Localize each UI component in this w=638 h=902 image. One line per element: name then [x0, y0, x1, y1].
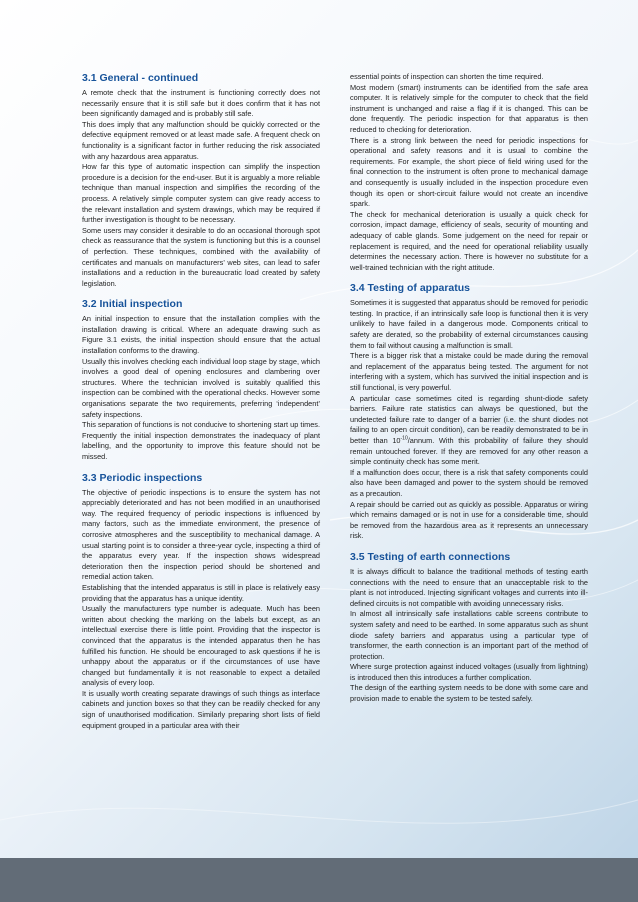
paragraph: In almost all intrinsically safe installations cable screens contribute to system safety and need to be earthed. In some apparatus such as shunt diode safety barriers and apparatus using a particular type of transformer, the earth connection is an important part of the method of protection. — [350, 609, 588, 661]
paragraph: Where surge protection against induced voltages (usually from lightning) is introduced then this introduces a further complication. — [350, 662, 588, 682]
heading-3-1: 3.1 General - continued — [82, 72, 199, 84]
paragraph: This separation of functions is not conducive to shortening start up times. Frequently the initial inspection demonstrates the inadequacy of plant labelling, and the opportunity to improve this feature should not be missed. — [82, 420, 320, 461]
paragraph: It is usually worth creating separate drawings of such things as interface cabinets and junction boxes so that they can be readily checked for any sign of unauthorised modification. Similarly preparing short lists of field equipment grouped in a particular area with their — [82, 688, 320, 730]
paragraph: essential points of inspection can shorten the time required. — [350, 72, 544, 81]
paragraph: A repair should be carried out as quickly as possible. Apparatus or wiring which remains damaged or is not in use for a considerable time, should be removed from the hazardous area as it represents an unnecessary risk. — [350, 499, 588, 541]
paragraph: The design of the earthing system needs to be done with some care and provision made to enable the system to be tested safely. — [350, 683, 588, 704]
paragraph: There is a strong link between the need for periodic inspections for operational and safety reasons and it is usual to combine the requirements. For example, the short piece of field wiring used for the final connection to the instrument is often prone to mechanical damage and consequently is usually included in the inspection procedure even though its open or short-circuit failure would not create an incendive spark. — [350, 135, 588, 209]
paragraph: Usually this involves checking each individual loop stage by stage, which involves a good deal of opening enclosures and clambering over structures. Where the technician involved is suitably qualified this inspection can be combined with the operational checks. However some organisations separate the two requirements, preferring ‘independent’ safety inspections. — [82, 356, 320, 419]
text-run: A particular case sometimes cited is regarding shunt-diode safety barriers. Failure rate statistics can always be questioned, but the undetected failure rate to danger of a barrier (i.e. the shunt diodes not failing to an open circuit condition), can be readily demonstrated to be in better than 10 — [350, 393, 588, 445]
paragraph: Sometimes it is suggested that apparatus should be removed for periodic testing. In practice, if an intrinsically safe loop is functional then it is very unlikely to have failed in a dangerous mode. Components critical to safety are derated, so the probability of external circumstances causing them to fail without causing a malfunction is small. — [350, 298, 588, 350]
heading-3-3: 3.3 Periodic inspections — [82, 471, 203, 484]
paragraph: The objective of periodic inspections is to ensure the system has not appreciably deteriorated and has not been modified in an unauthorised way. The required frequency of periodic inspections is influenced by many factors, such as the immediate environment, the presence of corrosive atmospheres and the susceptibility to mechanical damage. A usual starting point is to consider a three-year cycle, inspecting a third of the apparatus every year. If the inspection shows widespread deterioration then the inspection period should be shortened and remedial action taken. — [82, 487, 320, 582]
text-run: /annum. With this probability of failure they should remain untouched forever. If they are removed for any other reason a simple continuity check has some merit. — [350, 436, 588, 467]
paragraph: Establishing that the intended apparatus is still in place is relatively easy providing that the apparatus has a unique identity. — [82, 582, 320, 603]
heading-3-2: 3.2 Initial inspection — [82, 298, 183, 311]
paragraph: The check for mechanical deterioration is usually a quick check for corrosion, impact damage, efficiency of seals, security of mounting and adequacy of cable glands. Some judgement on the need for repair or replacement is required, and the need for operational reliability usually determines the necessary action. There is however no substitute for a well-trained technician with the right attitude. — [350, 209, 588, 272]
paragraph: If a malfunction does occur, there is a risk that safety components could also have been damaged and power to the system should be removed as a precaution. — [350, 467, 588, 498]
paragraph: Some users may consider it desirable to do an occasional thorough spot check as reassurance that the system is functioning but this is a counsel of perfection. These techniques, combined with the availability of certificates and manuals on manufacturers’ web sites, can lead to safer installations and a reduction in the bureaucratic load created by safety legislation. — [82, 225, 320, 288]
paragraph: There is a bigger risk that a mistake could be made during the removal and replacement of the apparatus being tested. The argument for not interfering with a system, which has survived the initial inspection and is still functional, is very powerful. — [350, 351, 588, 393]
paragraph: It is always difficult to balance the traditional methods of testing earth connections with the need to ensure that an unacceptable risk to the plant is not introduced. Injecting significant voltages and currents into ill-defined circuits is not compatible with avoiding unnecessary risks. — [350, 566, 588, 608]
paragraph: Most modern (smart) instruments can be identified from the safe area computer. It is relatively simple for the computer to check that the field instrument is unchanged and raise a flag if it is changed. This can be done frequently. The periodic inspection for that apparatus is then reduced to checking for deterioration. — [350, 82, 588, 134]
exponent: -10 — [400, 435, 408, 442]
left-column — [82, 72, 320, 731]
paragraph: An initial inspection to ensure that the installation complies with the installation drawing is critical. Where an adequate drawing such as Figure 3.1 exists, the initial inspection should ensure that the actual installation conforms to the drawing. — [82, 314, 320, 356]
paragraph — [350, 394, 588, 468]
right-column — [350, 72, 588, 705]
paragraph: Usually the manufacturers type number is adequate. Much has been written about checking the marking on the labels but except, as an intellectual exercise there is little point. Providing that the inspector is convinced that the apparatus is the intended apparatus then he has fulfilled his function. He should be encouraged to ask questions if he is unhappy about the apparatus or if the circumstances of use have changed but fundamentally it is not reasonable to expect a detailed analysis of every loop. — [82, 604, 320, 688]
paragraph: A remote check that the instrument is functioning correctly does not necessarily ensure that it is still safe but it does confirm that it has not been significantly damaged and is probably still safe. — [82, 88, 320, 119]
footer-bar — [0, 858, 638, 902]
heading-3-4: 3.4 Testing of apparatus — [350, 282, 470, 295]
paragraph: How far this type of automatic inspection can simplify the inspection procedure is a decision for the end-user. But it is arguably a more reliable technique than manual inspection and simplifies the recording of the process. A relatively simple computer system can give ready access to the relevant installation and system drawings, which may be required if further investigation is thought to be necessary. — [82, 162, 320, 225]
paragraph: This does imply that any malfunction should be quickly corrected or the defective equipment removed or at least made safe. A frequent check on functionality is a significant factor in further reducing the risk associated with any hazardous area apparatus. — [82, 119, 320, 161]
heading-3-5: 3.5 Testing of earth connections — [350, 550, 511, 563]
